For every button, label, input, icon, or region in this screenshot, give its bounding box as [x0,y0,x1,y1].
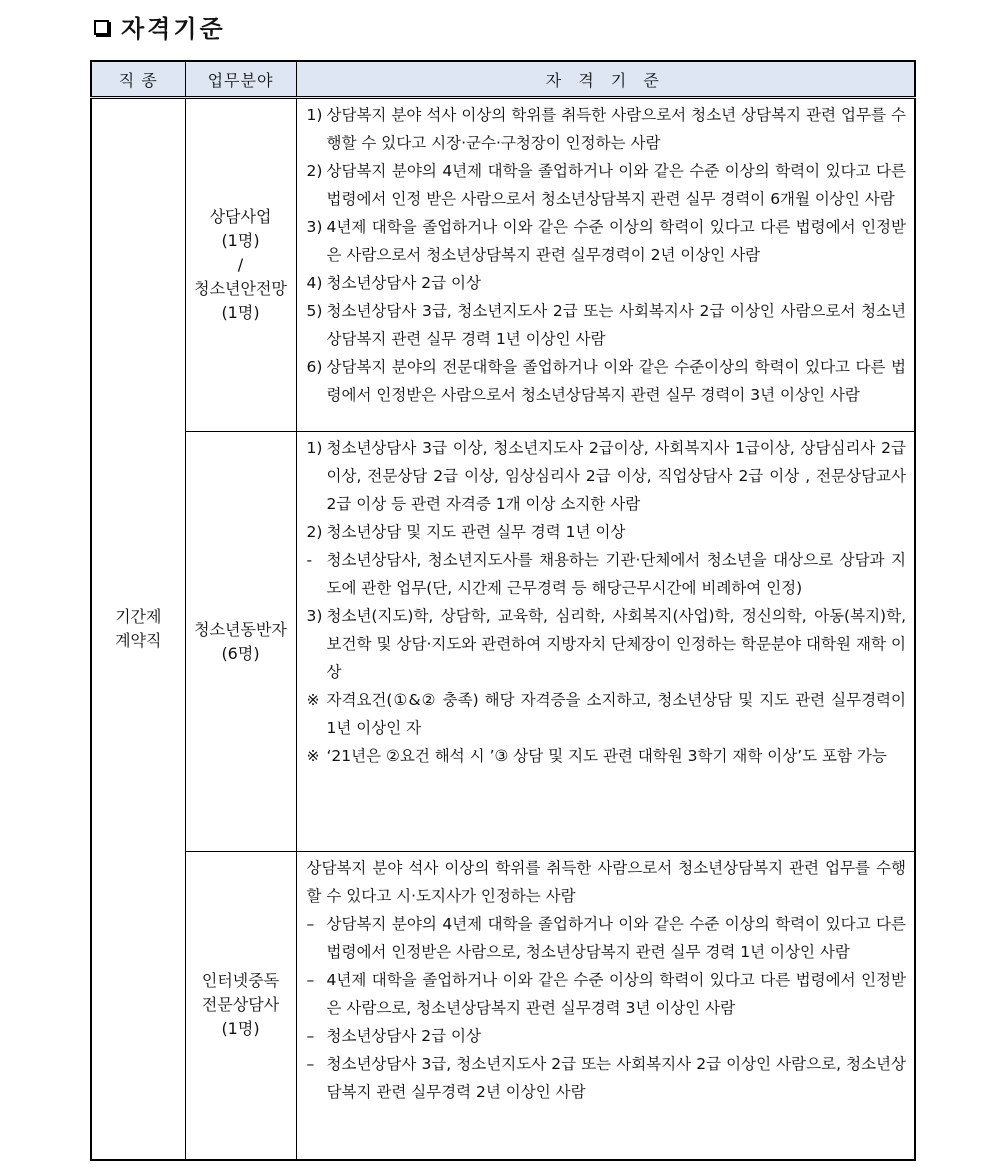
job-type-cell [91,98,185,1160]
header-field: 업무분야 [185,61,296,98]
table-row [91,432,915,852]
criteria-item: 6) 상담복지 분야의 전문대학을 졸업하거나 이와 같은 수준이상의 학력이 있다고 다른 법령에서 인정받은 사람으로서 청소년상담복지 관련 실무 경력이 3년 이상인 사람 [306,358,906,404]
criteria-item: 4) 청소년상담사 2급 이상 [306,274,481,292]
criteria-item: 3) 청소년(지도)학, 상담학, 교육학, 심리학, 사회복지(사업)학, 정신의학, 아동(복지)학, 보건학 및 상담·지도와 관련하여 지방자치 단체장이 인정하는 학문분야 대학원 재학 이상 [306,607,906,681]
criteria-item: 1) 상담복지 분야 석사 이상의 학위를 취득한 사람으로서 청소년 상담복지 관련 업무를 수행할 수 있다고 시장·군수·구청장이 인정하는 사람 [306,106,906,152]
criteria-cell [296,432,915,852]
criteria-note: ※ 자격요건(①&② 충족) 해당 자격증을 소지하고, 청소년상담 및 지도 관련 실무경력이 1년 이상인 자 [306,691,906,737]
section-title-text: 자격기준 [121,14,226,43]
table-row [91,852,915,1160]
criteria-cell [296,852,915,1160]
criteria-item: – 청소년상담사 2급 이상 [306,1027,481,1045]
criteria-item: 1) 청소년상담사 3급 이상, 청소년지도사 2급이상, 사회복지사 1급이상, 상담심리사 2급 이상, 전문상담 2급 이상, 임상심리사 2급 이상, 직업상담사 2급 이상 , 전문상담교사 2급 이상 등 관련 자격증 1개 이상 소지한 사람 [306,439,906,513]
header-criteria: 자 격 기 준 [296,61,915,98]
header-job-type: 직 종 [91,61,185,98]
criteria-item: 2) 청소년상담 및 지도 관련 실무 경력 1년 이상 [306,523,626,541]
criteria-item: – 청소년상담사 3급, 청소년지도사 2급 또는 사회복지사 2급 이상인 사람으로, 청소년상담복지 관련 실무경력 2년 이상인 사람 [306,1055,906,1101]
job-type-text: 기간제 계약직 [115,606,162,650]
field-text: 상담사업 (1명) / 청소년안전망 (1명) [194,207,287,322]
criteria-item: – 상담복지 분야의 4년제 대학을 졸업하거나 이와 같은 수준 이상의 학력이 있다고 다른 법령에서 인정받은 사람으로, 청소년상담복지 관련 실무 경력 1년 이상인 사람 [306,915,906,961]
field-text: 인터넷중독 전문상담사 (1명) [201,971,280,1039]
field-cell [185,432,296,852]
criteria-item: 3) 4년제 대학을 졸업하거나 이와 같은 수준 이상의 학력이 있다고 다른 법령에서 인정받은 사람으로서 청소년상담복지 관련 실무경력이 2년 이상인 사람 [306,218,906,264]
qualification-table [90,60,916,1161]
field-cell [185,852,296,1160]
criteria-item: – 4년제 대학을 졸업하거나 이와 같은 수준 이상의 학력이 있다고 다른 법령에서 인정받은 사람으로, 청소년상담복지 관련 실무경력 3년 이상인 사람 [306,971,906,1017]
criteria-item: 상담복지 분야 석사 이상의 학위를 취득한 사람으로서 청소년상담복지 관련 업무를 수행할 수 있다고 시·도지사가 인정하는 사람 [306,859,906,905]
checkbox-square-icon [94,20,109,35]
criteria-note: ※ ‘21년은 ②요건 해석 시 ’③ 상담 및 지도 관련 대학원 3학기 재학 이상’도 포함 가능 [306,747,887,765]
section-title [94,6,226,46]
field-text: 청소년동반자 (6명) [194,619,287,663]
field-cell [185,98,296,432]
table-header-row [91,61,915,98]
criteria-item: 2) 상담복지 분야의 4년제 대학을 졸업하거나 이와 같은 수준 이상의 학력이 있다고 다른 법령에서 인정 받은 사람으로서 청소년상담복지 관련 실무 경력이 6개월 이상인 사람 [306,162,906,208]
table-row [91,98,915,432]
criteria-cell [296,98,915,432]
criteria-item: - 청소년상담사, 청소년지도사를 채용하는 기관·단체에서 청소년을 대상으로 상담과 지도에 관한 업무(단, 시간제 근무경력 등 해당근무시간에 비례하여 인정) [306,551,906,597]
criteria-item: 5) 청소년상담사 3급, 청소년지도사 2급 또는 사회복지사 2급 이상인 사람으로서 청소년상담복지 관련 실무 경력 1년 이상인 사람 [306,302,906,348]
